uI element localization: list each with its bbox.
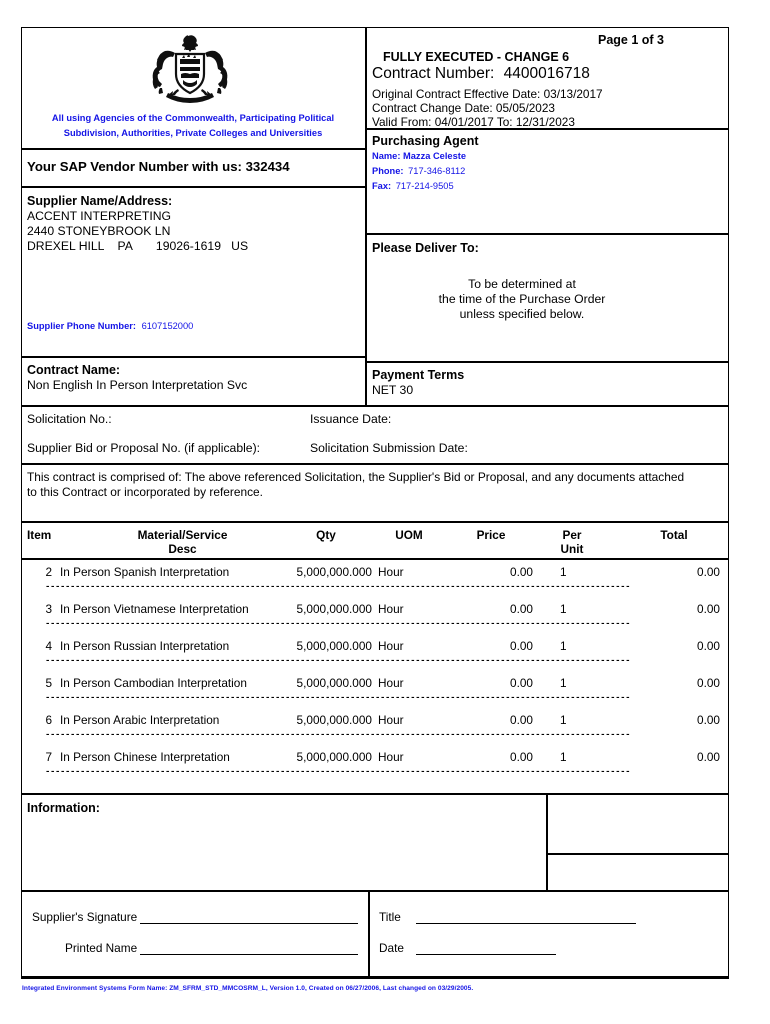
column-header-unit: Unit (560, 542, 584, 556)
date-line[interactable] (416, 954, 556, 955)
contract-change-date: Contract Change Date: 05/05/2023 (372, 101, 555, 115)
supplier-phone-row (27, 321, 357, 331)
cell-price: 0.00 (510, 750, 533, 764)
supplier-phone-value: 6107152000 (141, 321, 194, 331)
execution-status: FULLY EXECUTED - CHANGE 6 (383, 50, 570, 64)
contract-number-value: 4400016718 (503, 65, 590, 82)
purchasing-agent-phone-value: 717-346-8112 (408, 166, 466, 176)
cell-total: 0.00 (697, 565, 720, 579)
cell-description: In Person Spanish Interpretation (60, 565, 230, 579)
rule-main-column-divider (365, 27, 367, 405)
cell-qty: 5,000,000.000 (296, 602, 372, 616)
cell-per-unit: 1 (560, 750, 567, 764)
cell-price: 0.00 (510, 713, 533, 727)
cell-description: In Person Chinese Interpretation (60, 750, 230, 764)
rule-signature-col-divider (368, 890, 370, 977)
cell-qty: 5,000,000.000 (296, 565, 372, 579)
row-separator: --------------------------------------------------------------------------------------------------------------------- (45, 582, 631, 592)
deliver-to-line1: To be determined at (468, 277, 576, 291)
column-header-price: Price (476, 528, 506, 542)
printed-name-line[interactable] (140, 954, 358, 955)
purchasing-agent-fax-label: Fax: (372, 181, 392, 191)
rule-contract-name-top (21, 356, 366, 358)
column-header-per: Per (562, 528, 582, 542)
rule-sap-top (21, 148, 366, 150)
cell-per-unit: 1 (560, 713, 567, 727)
cell-item-number: 4 (45, 639, 52, 653)
contract-number-line (372, 65, 722, 83)
cell-uom: Hour (378, 750, 404, 764)
cell-qty: 5,000,000.000 (296, 639, 372, 653)
cell-per-unit: 1 (560, 565, 567, 579)
rule-signature-bottom (21, 977, 729, 979)
cell-qty: 5,000,000.000 (296, 676, 372, 690)
cell-qty: 5,000,000.000 (296, 750, 372, 764)
sap-vendor-number: Your SAP Vendor Number with us: 332434 (27, 159, 290, 174)
title-line[interactable] (416, 923, 636, 924)
cell-price: 0.00 (510, 639, 533, 653)
cell-item-number: 6 (45, 713, 52, 727)
valid-from-to: Valid From: 04/01/2017 To: 12/31/2023 (372, 115, 575, 129)
date-label: Date (379, 941, 404, 955)
purchasing-agent-phone-row (372, 166, 722, 176)
comprised-statement-line1: This contract is comprised of: The above referenced Solicitation, the Supplier's Bid or Proposal, and any documents attached (27, 470, 685, 484)
supplier-signature-label: Supplier's Signature (32, 910, 138, 924)
row-separator: --------------------------------------------------------------------------------------------------------------------- (45, 730, 631, 740)
page-number-label: Page 1 of 3 (598, 33, 664, 47)
agencies-notice-line1: All using Agencies of the Commonwealth, Participating Political (51, 113, 335, 123)
rule-comprised-top (21, 463, 729, 465)
purchasing-agent-fax-row (372, 181, 722, 191)
rule-items-head-top (21, 521, 729, 523)
supplier-bid-no-label: Supplier Bid or Proposal No. (if applicable): (27, 441, 261, 455)
cell-qty: 5,000,000.000 (296, 713, 372, 727)
information-side-cell-upper (547, 794, 728, 852)
solicitation-no-label: Solicitation No.: (27, 412, 112, 426)
rule-payment-top (366, 361, 729, 363)
information-body (27, 818, 537, 884)
supplier-phone-label: Supplier Phone Number: (27, 321, 136, 331)
payment-terms-heading: Payment Terms (372, 368, 465, 382)
column-header-material-service: Material/Service (137, 528, 228, 542)
cell-price: 0.00 (510, 676, 533, 690)
cell-total: 0.00 (697, 639, 720, 653)
cell-price: 0.00 (510, 602, 533, 616)
rule-signature-top (21, 890, 729, 892)
cell-uom: Hour (378, 602, 404, 616)
purchasing-agent-fax-value: 717-214-9505 (395, 181, 454, 191)
column-header-material-service-line2: Desc (168, 542, 197, 556)
original-effective-date: Original Contract Effective Date: 03/13/2017 (372, 87, 603, 101)
cell-price: 0.00 (510, 565, 533, 579)
cell-per-unit: 1 (560, 602, 567, 616)
row-separator: --------------------------------------------------------------------------------------------------------------------- (45, 767, 631, 777)
column-header-total: Total (660, 528, 688, 542)
payment-terms-value: NET 30 (372, 383, 414, 397)
cell-item-number: 7 (45, 750, 52, 764)
cell-uom: Hour (378, 713, 404, 727)
cell-item-number: 3 (45, 602, 52, 616)
cell-item-number: 2 (45, 565, 52, 579)
supplier-signature-line[interactable] (140, 923, 358, 924)
cell-description: In Person Arabic Interpretation (60, 713, 220, 727)
cell-total: 0.00 (697, 602, 720, 616)
rule-deliver-top (366, 233, 729, 235)
column-header-qty: Qty (316, 528, 336, 542)
contract-number-label: Contract Number: (372, 65, 495, 82)
contract-name-value: Non English In Person Interpretation Svc (27, 378, 248, 392)
purchasing-agent-heading: Purchasing Agent (372, 134, 479, 148)
supplier-name: ACCENT INTERPRETING (27, 209, 172, 223)
purchasing-agent-phone-label: Phone: (372, 166, 404, 176)
deliver-to-line3: unless specified below. (459, 307, 585, 321)
cell-total: 0.00 (697, 676, 720, 690)
column-header-item: Item (27, 528, 52, 542)
supplier-city-state-zip: DREXEL HILL PA 19026-1619 US (27, 239, 249, 253)
row-separator: --------------------------------------------------------------------------------------------------------------------- (45, 619, 631, 629)
rule-solicitation-top (21, 405, 729, 407)
solicitation-submission-date-label: Solicitation Submission Date: (310, 441, 468, 455)
contract-name-heading: Contract Name: (27, 363, 121, 377)
agencies-notice-line2: Subdivision, Authorities, Private Colleges and Universities (63, 128, 323, 138)
supplier-heading: Supplier Name/Address: (27, 194, 173, 208)
cell-uom: Hour (378, 676, 404, 690)
supplier-street: 2440 STONEYBROOK LN (27, 224, 171, 238)
cell-item-number: 5 (45, 676, 52, 690)
form-footer-note: Integrated Environment Systems Form Name: ZM_SFRM_STD_MMCOSRM_L, Version 1.0, Created on 06/27/2006, Last changed on 03/29/2005. (22, 985, 474, 992)
cell-description: In Person Cambodian Interpretation (60, 676, 247, 690)
cell-per-unit: 1 (560, 676, 567, 690)
title-label: Title (379, 910, 401, 924)
issuance-date-label: Issuance Date: (310, 412, 392, 426)
deliver-to-line2: the time of the Purchase Order (438, 292, 606, 306)
column-header-uom: UOM (395, 528, 423, 542)
printed-name-label: Printed Name (65, 941, 138, 955)
cell-description: In Person Vietnamese Interpretation (60, 602, 249, 616)
information-side-cell-lower (547, 855, 728, 889)
rule-sap-bottom (21, 186, 366, 188)
purchasing-agent-name: Name: Mazza Celeste (372, 151, 467, 161)
row-separator: --------------------------------------------------------------------------------------------------------------------- (45, 656, 631, 666)
pennsylvania-coat-of-arms-icon (140, 33, 240, 105)
cell-uom: Hour (378, 565, 404, 579)
cell-total: 0.00 (697, 750, 720, 764)
cell-per-unit: 1 (560, 639, 567, 653)
cell-uom: Hour (378, 639, 404, 653)
deliver-to-heading: Please Deliver To: (372, 241, 479, 255)
cell-description: In Person Russian Interpretation (60, 639, 230, 653)
information-heading: Information: (27, 801, 100, 815)
rule-items-body-top (21, 558, 729, 560)
row-separator: --------------------------------------------------------------------------------------------------------------------- (45, 693, 631, 703)
comprised-statement-line2: to this Contract or incorporated by reference. (27, 485, 263, 499)
cell-total: 0.00 (697, 713, 720, 727)
